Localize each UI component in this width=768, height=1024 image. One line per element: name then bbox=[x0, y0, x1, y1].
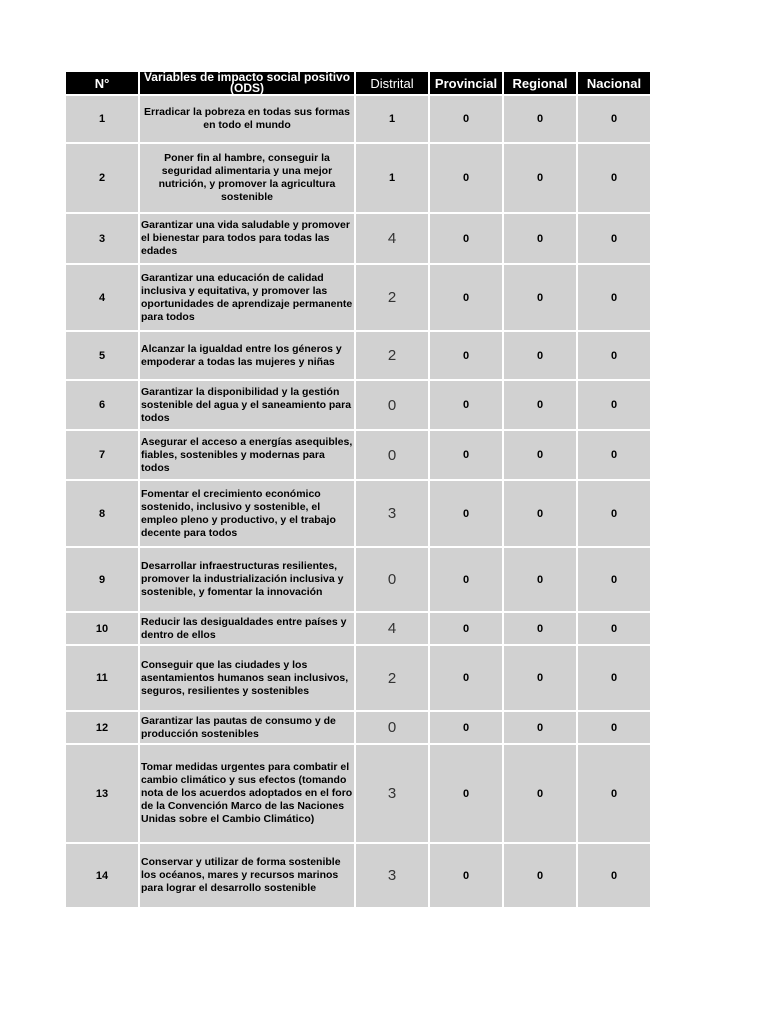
row-distrital: 0 bbox=[356, 548, 428, 611]
row-provincial: 0 bbox=[430, 745, 502, 842]
row-nacional: 0 bbox=[578, 613, 650, 644]
row-distrital: 3 bbox=[356, 481, 428, 546]
table-row bbox=[66, 745, 650, 842]
ods-impact-table bbox=[64, 70, 652, 909]
row-nacional: 0 bbox=[578, 712, 650, 743]
row-nacional: 0 bbox=[578, 431, 650, 479]
row-provincial: 0 bbox=[430, 381, 502, 429]
row-number: 7 bbox=[66, 431, 138, 479]
row-number: 8 bbox=[66, 481, 138, 546]
row-description: Fomentar el crecimiento económico sostenido, inclusivo y sostenible, el empleo pleno y productivo, y el trabajo decente para todos bbox=[140, 481, 354, 546]
row-regional: 0 bbox=[504, 431, 576, 479]
row-provincial: 0 bbox=[430, 481, 502, 546]
row-distrital: 4 bbox=[356, 613, 428, 644]
row-provincial: 0 bbox=[430, 844, 502, 907]
row-provincial: 0 bbox=[430, 96, 502, 142]
row-description: Garantizar las pautas de consumo y de producción sostenibles bbox=[140, 712, 354, 743]
row-description: Conservar y utilizar de forma sostenible los océanos, mares y recursos marinos para lograr el desarrollo sostenible bbox=[140, 844, 354, 907]
row-number: 9 bbox=[66, 548, 138, 611]
row-nacional: 0 bbox=[578, 481, 650, 546]
row-nacional: 0 bbox=[578, 332, 650, 379]
row-distrital: 1 bbox=[356, 96, 428, 142]
row-regional: 0 bbox=[504, 214, 576, 263]
row-regional: 0 bbox=[504, 646, 576, 710]
table-row bbox=[66, 712, 650, 743]
row-regional: 0 bbox=[504, 712, 576, 743]
row-nacional: 0 bbox=[578, 745, 650, 842]
row-description: Erradicar la pobreza en todas sus formas en todo el mundo bbox=[140, 96, 354, 142]
row-provincial: 0 bbox=[430, 431, 502, 479]
row-regional: 0 bbox=[504, 613, 576, 644]
header-provincial: Provincial bbox=[430, 72, 502, 94]
row-distrital: 0 bbox=[356, 431, 428, 479]
row-nacional: 0 bbox=[578, 548, 650, 611]
row-provincial: 0 bbox=[430, 548, 502, 611]
row-distrital: 1 bbox=[356, 144, 428, 212]
row-number: 10 bbox=[66, 613, 138, 644]
row-distrital: 4 bbox=[356, 214, 428, 263]
row-regional: 0 bbox=[504, 844, 576, 907]
table-row bbox=[66, 144, 650, 212]
row-regional: 0 bbox=[504, 481, 576, 546]
row-description: Garantizar una vida saludable y promover el bienestar para todos para todas las edades bbox=[140, 214, 354, 263]
row-number: 6 bbox=[66, 381, 138, 429]
row-nacional: 0 bbox=[578, 646, 650, 710]
row-regional: 0 bbox=[504, 96, 576, 142]
table-row bbox=[66, 613, 650, 644]
row-regional: 0 bbox=[504, 265, 576, 330]
row-distrital: 2 bbox=[356, 265, 428, 330]
row-nacional: 0 bbox=[578, 381, 650, 429]
row-distrital: 2 bbox=[356, 332, 428, 379]
header-variables: Variables de impacto social positivo (ODS) bbox=[140, 72, 354, 94]
row-nacional: 0 bbox=[578, 844, 650, 907]
row-number: 2 bbox=[66, 144, 138, 212]
row-regional: 0 bbox=[504, 548, 576, 611]
row-number: 4 bbox=[66, 265, 138, 330]
row-regional: 0 bbox=[504, 332, 576, 379]
header-row bbox=[66, 72, 650, 94]
row-provincial: 0 bbox=[430, 613, 502, 644]
row-provincial: 0 bbox=[430, 646, 502, 710]
table-row bbox=[66, 844, 650, 907]
header-num: N° bbox=[66, 72, 138, 94]
row-description: Tomar medidas urgentes para combatir el cambio climático y sus efectos (tomando nota de los acuerdos adoptados en el foro de la Convención Marco de las Naciones Unidas sobre el Cambio Climático) bbox=[140, 745, 354, 842]
row-description: Garantizar una educación de calidad inclusiva y equitativa, y promover las oportunidades de aprendizaje permanente para todos bbox=[140, 265, 354, 330]
row-nacional: 0 bbox=[578, 214, 650, 263]
header-distrital: Distrital bbox=[356, 72, 428, 94]
row-number: 13 bbox=[66, 745, 138, 842]
row-number: 12 bbox=[66, 712, 138, 743]
row-regional: 0 bbox=[504, 745, 576, 842]
table-row bbox=[66, 96, 650, 142]
row-number: 11 bbox=[66, 646, 138, 710]
row-distrital: 0 bbox=[356, 381, 428, 429]
row-description: Conseguir que las ciudades y los asentamientos humanos sean inclusivos, seguros, resilientes y sostenibles bbox=[140, 646, 354, 710]
row-description: Alcanzar la igualdad entre los géneros y empoderar a todas las mujeres y niñas bbox=[140, 332, 354, 379]
table-row bbox=[66, 381, 650, 429]
row-description: Poner fin al hambre, conseguir la seguridad alimentaria y una mejor nutrición, y promover la agricultura sostenible bbox=[140, 144, 354, 212]
row-distrital: 3 bbox=[356, 844, 428, 907]
row-provincial: 0 bbox=[430, 332, 502, 379]
row-provincial: 0 bbox=[430, 712, 502, 743]
table-body bbox=[66, 96, 650, 907]
row-description: Reducir las desigualdades entre países y dentro de ellos bbox=[140, 613, 354, 644]
row-nacional: 0 bbox=[578, 96, 650, 142]
table-row bbox=[66, 481, 650, 546]
header-nacional: Nacional bbox=[578, 72, 650, 94]
table-row bbox=[66, 265, 650, 330]
row-distrital: 2 bbox=[356, 646, 428, 710]
row-number: 5 bbox=[66, 332, 138, 379]
table-row bbox=[66, 548, 650, 611]
table-row bbox=[66, 332, 650, 379]
row-regional: 0 bbox=[504, 381, 576, 429]
row-nacional: 0 bbox=[578, 144, 650, 212]
table-row bbox=[66, 646, 650, 710]
row-distrital: 0 bbox=[356, 712, 428, 743]
row-description: Garantizar la disponibilidad y la gestión sostenible del agua y el saneamiento para todos bbox=[140, 381, 354, 429]
row-number: 14 bbox=[66, 844, 138, 907]
row-regional: 0 bbox=[504, 144, 576, 212]
header-regional: Regional bbox=[504, 72, 576, 94]
table-row bbox=[66, 431, 650, 479]
row-description: Desarrollar infraestructuras resilientes, promover la industrialización inclusiva y sostenible, y fomentar la innovación bbox=[140, 548, 354, 611]
row-provincial: 0 bbox=[430, 144, 502, 212]
row-number: 3 bbox=[66, 214, 138, 263]
row-nacional: 0 bbox=[578, 265, 650, 330]
row-description: Asegurar el acceso a energías asequibles, fiables, sostenibles y modernas para todos bbox=[140, 431, 354, 479]
row-distrital: 3 bbox=[356, 745, 428, 842]
table-row bbox=[66, 214, 650, 263]
row-provincial: 0 bbox=[430, 265, 502, 330]
row-provincial: 0 bbox=[430, 214, 502, 263]
row-number: 1 bbox=[66, 96, 138, 142]
